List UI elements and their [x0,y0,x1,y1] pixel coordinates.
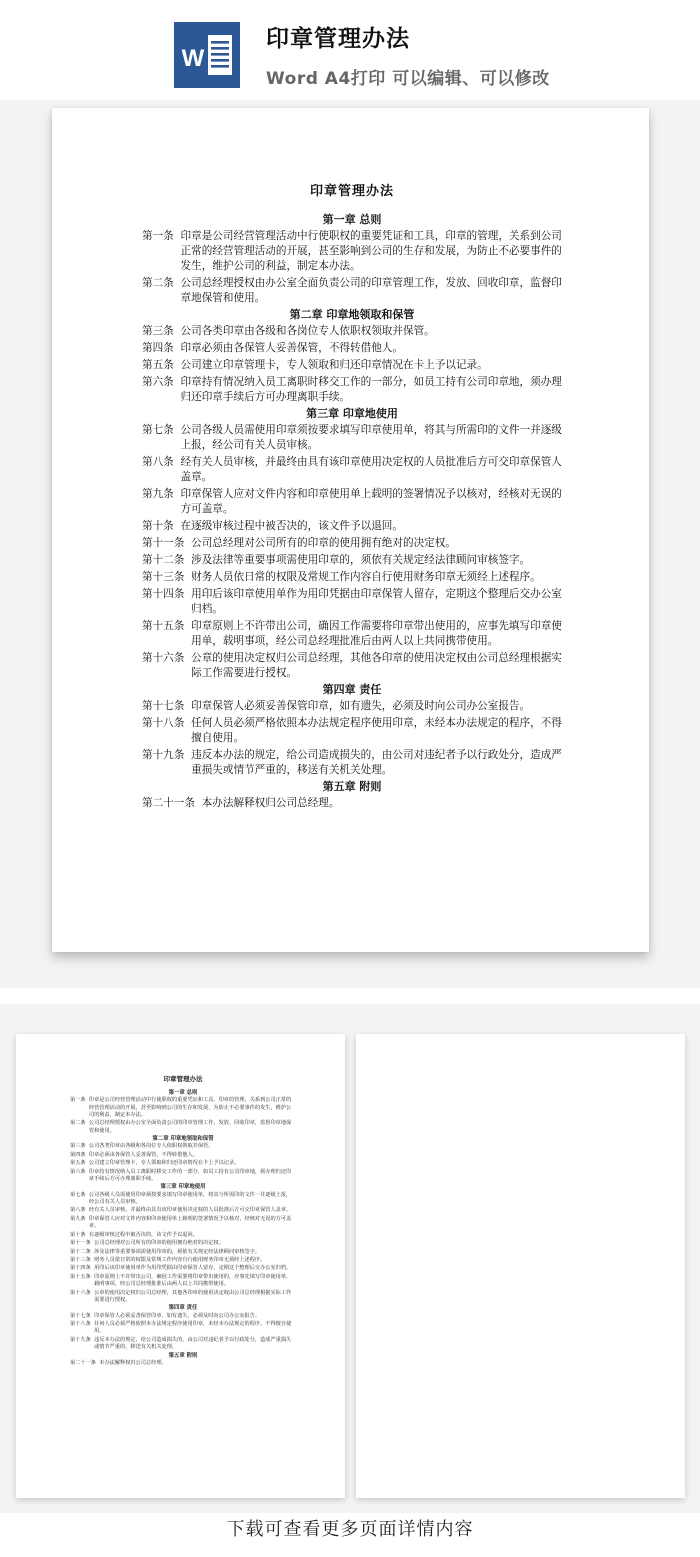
article-text: 印章持有情况纳入员工离职时移交工作的一部分，如员工持有公司印章地，须办理归还印章手续后方可办理离职手续。 [180,376,562,403]
article-text: 印章保管人必须妥善保管印章，如有遗失，必须及时向公司办公室报告。 [191,700,531,712]
chapter-heading: 第二章 印章地领取和保管 [289,308,415,321]
article-text: 财务人员依日常的权限及常规工作内容自行使用财务印章无须经上述程序。 [191,571,541,583]
article [142,276,562,306]
thumbnail-article-number: 第六条 [70,1168,89,1175]
header-subtitle: Word A4打印 可以编辑、可以修改 [266,69,550,89]
article [142,651,562,681]
article [142,587,562,617]
article-number: 第三条 [142,325,181,337]
article [142,716,562,746]
thumbnail-article-number: 第九条 [70,1215,89,1222]
thumbnail-article-text: 印章保管人应对文件内容和印章使用单上载明的签署情况予以核对，经核对无误的方可盖章。 [88,1215,292,1230]
thumbnail-article [70,1321,296,1336]
article-number: 第十八条 [142,717,192,729]
article-text: 涉及法律等重要事项需使用印章的，须依有关规定经法律顾问审核签字。 [191,554,531,566]
article [142,553,562,568]
article-number: 第七条 [142,424,181,436]
thumbnail-article-number: 第七条 [70,1191,89,1198]
thumbnail-article-text: 经有关人员审核，并最终由具有该印章使用决定权的人员批准后方可交印章保管人盖章。 [88,1207,292,1214]
article-number: 第五条 [142,359,181,371]
article [142,570,562,585]
thumbnail-article-text: 印章是公司经营管理活动中行使职权的重要凭证和工具，印章的管理，关系到公司正常的经营管理活动的开展，甚至影响到公司的生存和发展，为防止不必要事件的发生，维护公司的利益，制定本办法。 [88,1097,292,1119]
thumbnail-article-number: 第十一条 [70,1240,95,1247]
thumbnail-article-text: 公司建立印章管理卡，专人领取和归还印章情况在卡上予以记录。 [88,1160,240,1167]
thumbnail-article [70,1360,296,1367]
article-text: 违反本办法的规定，给公司造成损失的，由公司对违纪者予以行政处分，造成严重损失或情节严重的，移送有关机关处理。 [191,749,562,776]
thumbnail-article [70,1249,296,1256]
thumbnail-article [70,1143,296,1150]
chapter-heading: 第四章 责任 [322,683,382,696]
article [142,536,562,551]
article-text: 印章是公司经营管理活动中行使职权的重要凭证和工具，印章的管理，关系到公司正常的经营管理活动的开展，甚至影响到公司的生存和发展，为防止不必要事件的发生，维护公司的利益，制定本办法。 [180,230,562,272]
thumbnail-chapter-heading: 第三章 印章地使用 [160,1184,206,1191]
article-number: 第二条 [142,277,181,289]
article-number: 第十六条 [142,652,192,664]
thumbnail-document-sections [70,1090,296,1367]
thumbnail-article-text: 违反本办法的规定，给公司造成损失的，由公司对违纪者予以行政处分，造成严重损失或情节严重的，移送有关机关处理。 [94,1336,292,1351]
thumbnail-article-number: 第十九条 [70,1336,95,1343]
thumbnail-article [70,1169,296,1184]
thumbnail-article-number: 第二条 [70,1120,89,1127]
article-number: 第十二条 [142,554,192,566]
thumbnail-article-number: 第十三条 [70,1256,95,1263]
thumbnail-article [70,1337,296,1352]
thumbnail-article [70,1274,296,1289]
thumbnail-article-text: 本办法解释权归公司总经理。 [99,1359,167,1366]
article-number: 第八条 [142,456,181,468]
thumbnail-article [70,1207,296,1214]
article-number: 第十五条 [142,620,192,632]
thumbnail-article-number: 第十四条 [70,1265,95,1272]
thumbnail-article-text: 公章的使用决定权归公司总经理，其他各印章的使用决定权由公司总经理根据实际工作需要进行授权。 [94,1289,292,1303]
word-document-icon [174,22,240,88]
thumbnail-article-text: 涉及法律等重要事项需使用印章的，须依有关规定经法律顾问审核签字。 [94,1248,261,1255]
thumbnail-chapter-heading: 第一章 总则 [168,1090,198,1096]
document-sections [142,213,562,811]
thumbnail-article-number: 第十二条 [70,1248,95,1255]
article-number: 第十九条 [142,749,192,761]
article-text: 印章保管人应对文件内容和印章使用单上载明的签署情况予以核对，经核对无误的方可盖章。 [180,488,562,515]
article [142,423,562,453]
article-text: 印章原则上不许带出公司，确因工作需要将印章带出使用的，应事先填写印章使用单，载明事项，经公司总经理批准后由两人以上共同携带使用。 [191,620,562,647]
thumbnail-article-number: 第十八条 [70,1320,95,1327]
thumbnail-article [70,1152,296,1159]
thumbnail-article-number: 第十六条 [70,1289,95,1296]
article-number: 第九条 [142,488,181,500]
thumbnail-chapter-heading: 第二章 印章地领取和保管 [152,1136,214,1143]
download-prompt[interactable]: 下载可查看更多页面详情内容 [226,1519,474,1540]
article [142,358,562,373]
article-number: 第十条 [142,520,181,532]
article-text: 任何人员必须严格依照本办法规定程序使用印章，未经本办法规定的程序，不得擅自使用。 [191,717,562,744]
article-text: 在逐级审核过程中被否决的，该文件予以退回。 [180,520,403,532]
article-text: 公司各级人员需使用印章须按要求填写印章使用单，将其与所需印的文件一并逐级上报，经公司有关人员审核。 [180,424,562,451]
thumbnail-article-text: 任何人员必须严格依照本办法规定程序使用印章，未经本办法规定的程序，不得擅自使用。 [94,1320,292,1335]
article-text: 公司建立印章管理卡，专人领取和归还印章情况在卡上予以记录。 [180,359,488,371]
thumbnail-article-number: 第五条 [70,1160,89,1167]
chapter-heading: 第三章 印章地使用 [306,407,398,420]
article-text: 公章的使用决定权归公司总经理，其他各印章的使用决定权由公司总经理根据实际工作需要进行授权。 [191,652,562,679]
article [142,796,562,811]
thumbnail-article-number: 第八条 [70,1207,89,1214]
page-thumbnail-2[interactable] [356,1034,685,1498]
article [142,375,562,405]
header [0,0,700,100]
thumbnail-article [70,1097,296,1119]
article [142,341,562,356]
document-title: 印章管理办法 [309,184,394,199]
article-text: 印章必须由各保管人妥善保管，不得转借他人。 [180,342,403,354]
article-number: 第四条 [142,342,181,354]
thumbnail-article-text: 在逐级审核过程中被否决的，该文件予以退回。 [88,1231,198,1238]
article [142,324,562,339]
article [142,455,562,485]
article [142,699,562,714]
thumbnail-article-text: 公司总经理对公司所有的印章的使用拥有绝对的决定权。 [94,1240,224,1247]
thumbnail-article [70,1313,296,1320]
thumbnail-article-text: 印章必须由各保管人妥善保管，不得转借他人。 [88,1151,198,1158]
document-body [142,180,562,813]
thumbnail-article [70,1240,296,1247]
article-number: 第十三条 [142,571,192,583]
thumbnail-article-number: 第一条 [70,1097,89,1104]
thumbnail-article-number: 第三条 [70,1143,89,1150]
article-text: 公司总经理对公司所有的印章的使用拥有绝对的决定权。 [191,537,456,549]
thumbnail-article [70,1120,296,1135]
article-number: 第六条 [142,376,181,388]
thumbnail-article [70,1257,296,1264]
article [142,229,562,274]
thumbnail-chapter-heading: 第四章 责任 [168,1305,198,1312]
article-text: 本办法解释权归公司总经理。 [201,797,340,809]
word-icon-letter: W [181,45,205,72]
article-text: 公司总经理授权由办公室全面负责公司的印章管理工作，发放、回收印章，监督印章地保管和使用。 [180,277,562,304]
thumbnail-article-text: 印章持有情况纳入员工离职时移交工作的一部分，如员工持有公司印章地，须办理归还印章手续后方可办理离职手续。 [88,1168,292,1183]
article-number: 第二十一条 [142,797,202,809]
chapter-heading: 第一章 总则 [322,213,382,226]
chapter-heading: 第五章 附则 [322,780,382,793]
thumbnail-article-number: 第十七条 [70,1312,95,1319]
thumbnail-article-text: 公司各类印章由各级和各岗位专人依职权领取并保管。 [88,1143,214,1150]
page-thumbnail-1[interactable] [16,1034,345,1498]
article [142,619,562,649]
thumbnail-article-text: 印章原则上不许带出公司，确因工作需要将印章带出使用的，应事先填写印章使用单，载明事项，经公司总经理批准后由两人以上共同携带使用。 [94,1273,292,1288]
article [142,487,562,517]
thumbnail-article-text: 公司各级人员需使用印章须按要求填写印章使用单，将其与所需印的文件一并逐级上报，经公司有关人员审核。 [88,1191,292,1206]
thumbnail-article [70,1232,296,1239]
article [142,748,562,778]
thumbnail-article [70,1216,296,1231]
thumbnail-article-text: 公司总经理授权由办公室全面负责公司的印章管理工作，发放、回收印章，监督印章地保管和使用。 [88,1120,292,1134]
article-text: 用印后该印章使用单作为用印凭据由印章保管人留存，定期这个整理后交办公室归档。 [191,588,562,615]
article-number: 第十一条 [142,537,192,549]
thumbnail-document-body [70,1074,296,1368]
article-number: 第一条 [142,230,181,242]
thumbnail-article [70,1290,296,1305]
thumbnail-document-title: 印章管理办法 [163,1075,203,1083]
article-text: 公司各类印章由各级和各岗位专人依职权领取并保管。 [180,325,435,337]
thumbnail-article [70,1192,296,1207]
thumbnail-article-number: 第四条 [70,1151,89,1158]
thumbnail-chapter-heading: 第五章 附则 [168,1352,198,1359]
thumbnail-article [70,1160,296,1167]
article-number: 第十七条 [142,700,192,712]
thumbnail-article-text: 财务人员依日常的权限及常规工作内容自行使用财务印章无须经上述程序。 [94,1256,266,1263]
document-page-preview [52,108,649,952]
thumbnail-article-number: 第十条 [70,1231,89,1238]
thumbnail-article-text: 用印后该印章使用单作为用印凭据由印章保管人留存，定期这个整理后交办公室归档。 [94,1265,292,1272]
thumbnail-article-text: 印章保管人必须妥善保管印章，如有遗失，必须及时向公司办公室报告。 [94,1312,261,1319]
thumbnail-article-number: 第十五条 [70,1273,95,1280]
thumbnail-article [70,1265,296,1272]
article [142,519,562,534]
thumbnail-article-number: 第二十一条 [70,1359,100,1366]
header-title: 印章管理办法 [266,26,410,52]
article-number: 第十四条 [142,588,192,600]
article-text: 经有关人员审核，并最终由具有该印章使用决定权的人员批准后方可交印章保管人盖章。 [180,456,562,483]
